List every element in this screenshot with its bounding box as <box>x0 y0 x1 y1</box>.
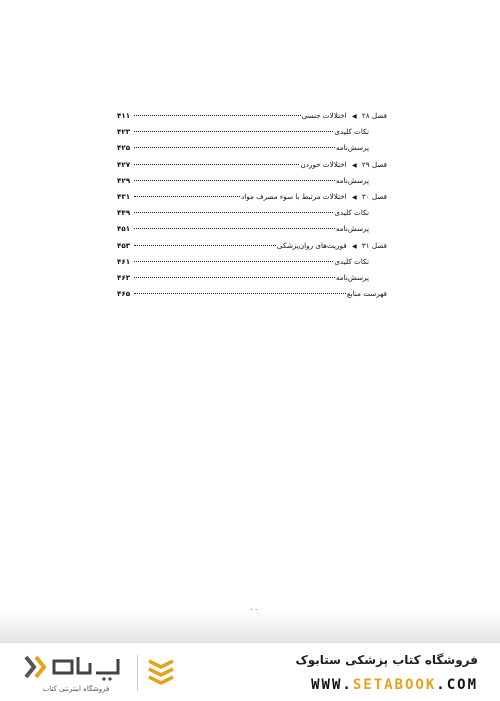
url-prefix: WWW. <box>311 677 353 693</box>
toc-entry-title: نکات کلیدی <box>334 256 369 266</box>
toc-row <box>117 205 387 221</box>
url-suffix: .COM <box>436 677 478 693</box>
toc-page-number: ۴۳۱ <box>117 191 131 201</box>
store-url[interactable] <box>311 677 478 693</box>
toc-chapter-label: فصل ۳۱ <box>361 240 387 250</box>
dot-leader <box>134 115 301 116</box>
dot-leader <box>134 245 276 246</box>
toc-entry-title: پرسش‌نامه <box>335 272 369 282</box>
toc-chapter-label: فصل ۲۸ <box>361 111 387 120</box>
toc-chapter-label: فصل ۳۰ <box>361 191 387 201</box>
arrow-left-icon: ◀ <box>351 161 357 169</box>
dot-leader <box>134 277 335 278</box>
toc-entry-title <box>302 108 387 125</box>
url-brand: SETABOOK <box>352 677 437 693</box>
toc-page-number: ۴۲۷ <box>117 159 131 169</box>
toc-page-number: ۴۱۱ <box>117 111 131 120</box>
table-of-contents <box>117 108 387 302</box>
toc-chapter-label: فصل ۲۹ <box>361 159 387 169</box>
divider <box>137 655 138 691</box>
toc-row <box>117 286 387 302</box>
toc-chapter-title: اختلالات مرتبط با سوء مصرف مواد <box>241 191 347 201</box>
toc-page-number: ۴۵۱ <box>117 224 131 234</box>
toc-chapter-title: اختلالات خوردن <box>300 159 347 169</box>
store-title: فروشگاه کتاب پزشکی ستابوک <box>295 653 478 667</box>
page-shadow <box>0 610 500 642</box>
toc-entry-title <box>300 157 387 174</box>
dot-leader <box>134 196 240 197</box>
arrow-left-icon: ◀ <box>351 113 357 120</box>
toc-row <box>117 124 387 140</box>
toc-entry-title: فهرست منابع <box>346 289 387 299</box>
dot-leader <box>134 180 335 181</box>
toc-row <box>117 108 387 124</box>
toc-row <box>117 189 387 205</box>
book-stack-icon <box>146 655 176 689</box>
toc-row <box>117 140 387 156</box>
toc-page-number: ۴۶۱ <box>117 256 131 266</box>
toc-row <box>117 221 387 237</box>
toc-page-number: ۴۴۹ <box>117 208 131 218</box>
toc-page-number: ۴۵۳ <box>117 240 131 250</box>
toc-page-number: ۴۲۹ <box>117 175 131 185</box>
dot-leader <box>134 261 333 262</box>
toc-entry-title: پرسش‌نامه <box>335 175 369 185</box>
toc-page-number: ۴۲۵ <box>117 143 131 153</box>
toc-entry-title: نکات کلیدی <box>334 127 369 137</box>
toc-entry-title: پرسش‌نامه <box>335 224 369 234</box>
dot-leader <box>134 293 346 294</box>
toc-row <box>117 238 387 254</box>
dot-leader <box>134 164 299 165</box>
dot-leader <box>134 228 335 229</box>
toc-chapter-title: اختلالات جنسی <box>301 111 347 120</box>
dot-leader <box>134 212 333 213</box>
toc-entry-title: پرسش‌نامه <box>335 143 369 153</box>
dot-leader <box>134 147 335 148</box>
toc-chapter-title: فوریت‌های روان‌پزشکی <box>276 240 347 250</box>
toc-page-number: ۴۲۳ <box>117 127 131 137</box>
toc-row <box>117 157 387 173</box>
setabook-logo-icon <box>20 651 132 683</box>
toc-page-number: ۴۶۵ <box>117 289 131 299</box>
setabook-logo <box>20 651 132 683</box>
store-banner <box>0 642 500 701</box>
toc-entry-title: نکات کلیدی <box>334 208 369 218</box>
toc-entry-title <box>241 189 387 206</box>
toc-entry-title <box>277 238 387 255</box>
toc-page-number: ۴۶۳ <box>117 272 131 282</box>
arrow-left-icon: ◀ <box>351 193 357 201</box>
toc-row <box>117 254 387 270</box>
arrow-left-icon: ◀ <box>351 242 357 250</box>
toc-row <box>117 173 387 189</box>
dot-leader <box>134 131 333 132</box>
toc-row <box>117 270 387 286</box>
logo-subtitle: فروشگاه اینترنتی کتاب <box>42 685 110 693</box>
